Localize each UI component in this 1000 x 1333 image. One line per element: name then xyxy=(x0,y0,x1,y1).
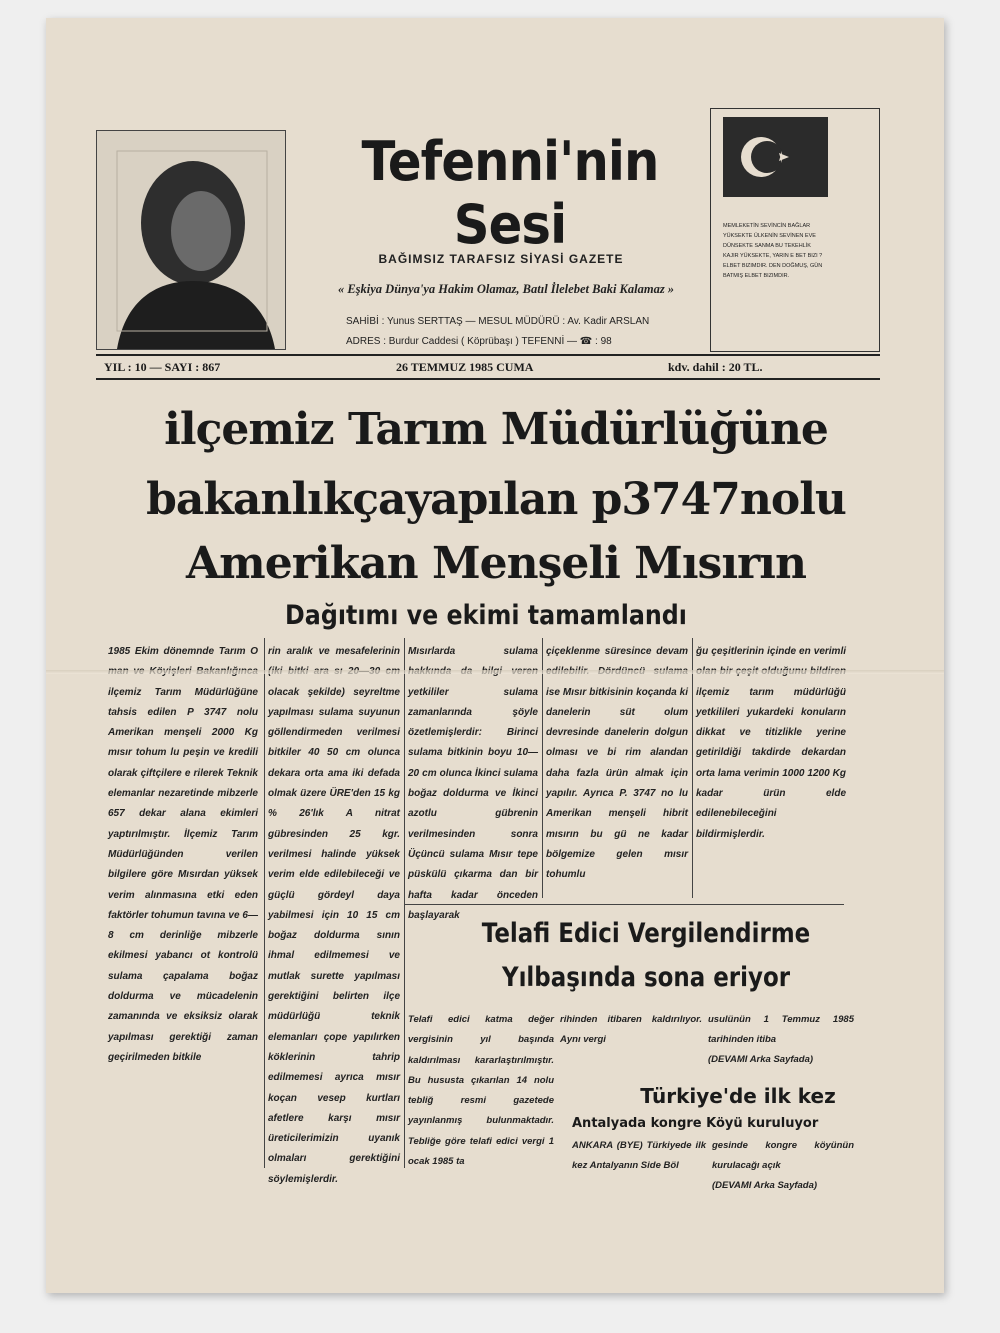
flag-box xyxy=(710,108,880,352)
article-column-1: 1985 Ekim dönemnde Tarım O ilçemiz Tarım Müdürlüğüne tahsis edilen P 3747 nolu Amerikan menşeli 2000 Kg mısır tohum lu peşin ve kredili olarak çiftçilere e rilerek Teknik elemanlar nezaretinde mibzerle 657 dekar alana ekimleri yaptırılmıştır. İlçemiz Tarım Müdürlüğünden verilen bilgilere göre Mısırdan yüksek verim alınmasına etki eden faktörler tohumun tavına ve 6—8 cm derinliğe mibzerle ekilmesi yabancı ot kontrolü sulama çapalama boğaz doldurma ve mücadelenin zamanında ve eksiksiz olarak yapılması gerektiği zaman geçirilmeden bitkile xyxy=(108,646,258,1063)
article-subhead: Dağıtımı ve ekimi tamamlandı xyxy=(285,600,687,631)
newspaper-page xyxy=(46,18,944,1293)
column-divider xyxy=(692,638,693,898)
paper-fold xyxy=(46,670,944,674)
kongre-column-2: gesinde kongre köyünün kurulacağı açık xyxy=(712,1140,854,1172)
article-column-5: ğu çeşitlerinin içinde en verimli ilçemiz tarım müdürlüğü yetkilileri yukardeki konuların dikkat ve titizlikle yerine getirildiği takdirde dekardan orta lama verimin 1000 1200 Kg kadar ürün elde edilenebileceğini bildirmişlerdir. xyxy=(696,646,846,840)
top-rule xyxy=(96,354,880,356)
portrait-image xyxy=(96,130,286,350)
kongre-column-1: ANKARA (BYE) Türkiyede ilk kez Antalyanın Side Böl xyxy=(572,1140,706,1172)
kongre-continued: (DEVAMI Arka Sayfada) xyxy=(712,1180,818,1191)
article-column-3: Mısırlarda sulama yetkililer sulama zamanlarında şöyle özetlemişlerdir: Birinci sulama bitkinin boyu 10—20 cm olunca İkinci sulama boğaz doldurma ve İkinci azotlu gübrenin verilmesinden sonra Üçüncü sulama Mısır tepe püskülü çıkarma dan bir hafta kadar önceden başlayarak xyxy=(408,646,538,921)
masthead-subtitle: BAĞIMSIZ TARAFSIZ SİYASİ GAZETE xyxy=(378,252,624,266)
column-divider xyxy=(264,638,265,1168)
issue-price: kdv. dahil : 20 TL. xyxy=(668,360,763,374)
article-column-4: çiçeklenme süresince devam ise Mısır bitkisinin koçanda ki danelerin süt olum devresinde danelerin dolgun olması ve bi rim alandan daha fazla ürün almak için yapılır. Ayrıca P. 3747 no lu Amerikan menşeli hibrit mısırın bu gü ne kadar bölgemize gelen mısır tohumlu xyxy=(546,646,688,881)
kongre-headline: Türkiye'de ilk kez xyxy=(640,1084,836,1108)
masthead-title: Tefenni'nin Sesi xyxy=(361,130,659,256)
headline-line-1: ilçemiz Tarım Müdürlüğüne xyxy=(164,404,828,455)
box-rule xyxy=(404,904,844,905)
headline-line-3: Amerikan Menşeli Mısırın xyxy=(186,538,806,589)
masthead-motto: « Eşkiya Dünya'ya Hakim Olamaz, Batıl İlelebet Baki Kalamaz » xyxy=(337,282,675,296)
flag-caption: MEMLEKETİN SEVİNCİN BAĞLAR YÜKSEKTE ÜLKENİN SEVİNEN EVE DÜNSEKTE SANMA BU TEKEHLİK KAJIR YÜKSEKTE, YARIN E BET BIZI ? ELBET BIZIMDIR. DEN DOĞMUŞ, GÜN BATMIŞ ELBET BIZIMDIR. xyxy=(723,223,823,279)
column-divider xyxy=(542,638,543,898)
tax-headline-1: Telafi Edici Vergilendirme xyxy=(481,918,811,949)
tax-column-1: Telafi edici katma değer vergisinin yıl başında kaldırılması kararlaştırılmıştır. Bu hususta çıkarılan 14 nolu tebliğ resmi gazetede yayınlanmış bulunmaktadır. Tebliğe göre telafi edici vergi 1 ocak 1985 ta xyxy=(408,1014,554,1168)
article-column-2: rin aralık ve mesafelerinin olacak şekilde) seyreltme yapılması sulama suyunun göllendirmeden verilmesi bitkiler 40 50 cm olunca dekara orta ama iki defada olmak üzere ÜRE'den 15 kg % 26'lık A nitrat gübresinden 25 kgr. verilmesi halinde yüksek verim elde edilebileceği ve güçlü gördeyl daya yabilmesi için 10 15 cm boğaz doldurma sının ihmal edilmemesi ve mutlak surette yapılması gerektiğini belirten ilçe müdürlüğü teknik elemanları çope yapılırken köklerinin tahrip edilmemesi ayrıca mısır koçan vesep kurtları afetlere karşı mısır üreticilerimizin uyanık olmaları gerektiğini söylemişlerdir. xyxy=(268,646,400,1185)
tax-column-2: rihinden itibaren kaldırılıyor. Aynı vergi xyxy=(560,1014,702,1046)
masthead-owner: SAHİBİ : Yunus SERTTAŞ — MESUL MÜDÜRÜ : Av. Kadir ARSLAN xyxy=(346,316,650,327)
masthead-address: ADRES : Burdur Caddesi ( Köprübaşı ) TEFENNİ — ☎ : 98 xyxy=(346,336,612,347)
tax-continued: (DEVAMI Arka Sayfada) xyxy=(708,1054,814,1065)
tax-headline-2: Yılbaşında sona eriyor xyxy=(501,962,791,993)
turkish-flag-icon xyxy=(723,117,828,197)
issue-date: 26 TEMMUZ 1985 CUMA xyxy=(396,360,534,374)
column-divider xyxy=(404,638,405,1168)
bottom-rule xyxy=(96,378,880,380)
tax-column-3: usulünün 1 Temmuz 1985 tarihinden itiba xyxy=(708,1014,854,1046)
headline-line-2: bakanlıkçayapılan p3747nolu xyxy=(146,474,846,525)
kongre-subhead: Antalyada kongre Köyü kuruluyor xyxy=(572,1116,819,1131)
issue-number: YIL : 10 — SAYI : 867 xyxy=(104,360,221,374)
